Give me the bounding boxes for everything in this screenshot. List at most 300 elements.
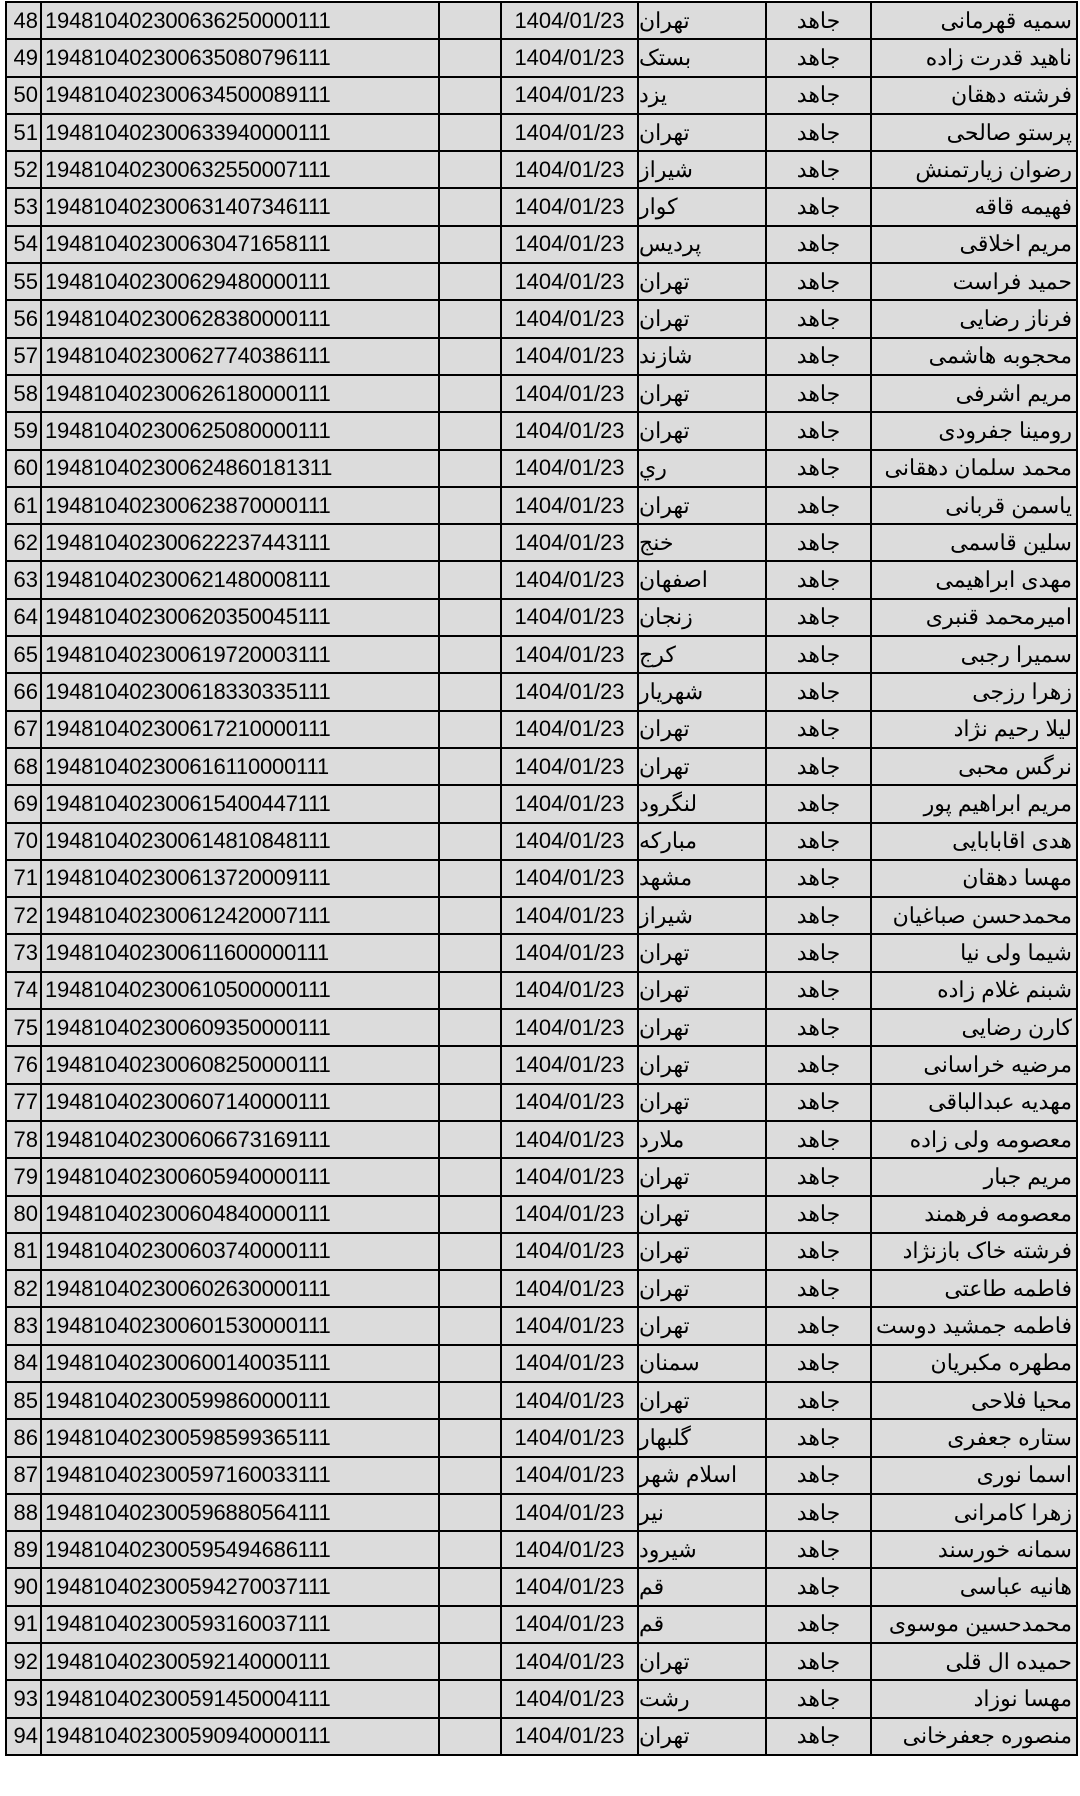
city-cell: تهران (639, 3, 767, 38)
name-cell: مهسا نوزاد (872, 1681, 1078, 1716)
name-cell: محجوبه هاشمی (872, 339, 1078, 374)
table-row (7, 1458, 1078, 1495)
row-number: 84 (7, 1346, 42, 1381)
table-row (7, 1085, 1078, 1122)
row-number: 49 (7, 40, 42, 75)
city-cell: تهران (639, 1085, 767, 1120)
blank-cell (440, 1681, 500, 1716)
name-cell: شیما ولی نیا (872, 935, 1078, 970)
name-cell: مریم ابراهیم پور (872, 786, 1078, 821)
city-cell: تهران (639, 264, 767, 299)
row-number: 60 (7, 451, 42, 486)
row-number: 81 (7, 1234, 42, 1269)
blank-cell (440, 600, 500, 635)
city-cell: شیراز (639, 152, 767, 187)
row-number: 50 (7, 78, 42, 113)
blank-cell (440, 78, 500, 113)
blank-cell (440, 786, 500, 821)
name-cell: محمدحسن صباغیان (872, 898, 1078, 933)
city-cell: تهران (639, 301, 767, 336)
row-number: 86 (7, 1420, 42, 1455)
table-row (7, 824, 1078, 861)
date-cell: 1404/01/23 (500, 898, 639, 933)
tracking-code: 194810402300617210000111 (42, 712, 440, 747)
date-cell: 1404/01/23 (500, 1719, 639, 1754)
organization-cell: جاهد (767, 600, 872, 635)
blank-cell (440, 1383, 500, 1418)
blank-cell (440, 525, 500, 560)
tracking-code: 194810402300603740000111 (42, 1234, 440, 1269)
city-cell: نیر (639, 1495, 767, 1530)
tracking-code: 194810402300621480008111 (42, 562, 440, 597)
city-cell: کوار (639, 189, 767, 224)
table-row (7, 935, 1078, 972)
table-row (7, 1569, 1078, 1606)
tracking-code: 194810402300636250000111 (42, 3, 440, 38)
tracking-code: 194810402300626180000111 (42, 376, 440, 411)
name-cell: مهسا دهقان (872, 861, 1078, 896)
organization-cell: جاهد (767, 935, 872, 970)
organization-cell: جاهد (767, 1719, 872, 1754)
organization-cell: جاهد (767, 1122, 872, 1157)
tracking-code: 194810402300591450004111 (42, 1681, 440, 1716)
date-cell: 1404/01/23 (500, 1346, 639, 1381)
table-row (7, 1159, 1078, 1196)
blank-cell (440, 264, 500, 299)
organization-cell: جاهد (767, 712, 872, 747)
city-cell: ري (639, 451, 767, 486)
date-cell: 1404/01/23 (500, 712, 639, 747)
table-row (7, 413, 1078, 450)
tracking-code: 194810402300606673169111 (42, 1122, 440, 1157)
city-cell: قم (639, 1607, 767, 1642)
table-row (7, 1122, 1078, 1159)
name-cell: مریم جبار (872, 1159, 1078, 1194)
blank-cell (440, 1308, 500, 1343)
blank-cell (440, 1122, 500, 1157)
blank-cell (440, 562, 500, 597)
organization-cell: جاهد (767, 1271, 872, 1306)
date-cell: 1404/01/23 (500, 376, 639, 411)
row-number: 65 (7, 637, 42, 672)
table-row (7, 40, 1078, 77)
row-number: 87 (7, 1458, 42, 1493)
blank-cell (440, 1271, 500, 1306)
date-cell: 1404/01/23 (500, 115, 639, 150)
date-cell: 1404/01/23 (500, 3, 639, 38)
tracking-code: 194810402300599860000111 (42, 1383, 440, 1418)
row-number: 72 (7, 898, 42, 933)
row-number: 71 (7, 861, 42, 896)
organization-cell: جاهد (767, 749, 872, 784)
organization-cell: جاهد (767, 637, 872, 672)
name-cell: سمیه قهرمانی (872, 3, 1078, 38)
name-cell: حمید فراست (872, 264, 1078, 299)
table-row (7, 301, 1078, 338)
city-cell: لنگرود (639, 786, 767, 821)
tracking-code: 194810402300608250000111 (42, 1047, 440, 1082)
date-cell: 1404/01/23 (500, 189, 639, 224)
city-cell: شهریار (639, 674, 767, 709)
tracking-code: 194810402300597160033111 (42, 1458, 440, 1493)
row-number: 63 (7, 562, 42, 597)
name-cell: فرناز رضایی (872, 301, 1078, 336)
city-cell: ملارد (639, 1122, 767, 1157)
organization-cell: جاهد (767, 3, 872, 38)
tracking-code: 194810402300620350045111 (42, 600, 440, 635)
name-cell: منصوره جعفرخانی (872, 1719, 1078, 1754)
date-cell: 1404/01/23 (500, 40, 639, 75)
city-cell: اسلام شهر (639, 1458, 767, 1493)
tracking-code: 194810402300607140000111 (42, 1085, 440, 1120)
tracking-code: 194810402300618330335111 (42, 674, 440, 709)
blank-cell (440, 1197, 500, 1232)
row-number: 79 (7, 1159, 42, 1194)
tracking-code: 194810402300615400447111 (42, 786, 440, 821)
city-cell: خنج (639, 525, 767, 560)
table-row (7, 115, 1078, 152)
organization-cell: جاهد (767, 1197, 872, 1232)
name-cell: سمانه خورسند (872, 1532, 1078, 1567)
date-cell: 1404/01/23 (500, 1010, 639, 1045)
table-row (7, 1308, 1078, 1345)
table-row (7, 78, 1078, 115)
blank-cell (440, 1569, 500, 1604)
date-cell: 1404/01/23 (500, 1047, 639, 1082)
name-cell: زهرا رزجی (872, 674, 1078, 709)
blank-cell (440, 152, 500, 187)
blank-cell (440, 1719, 500, 1754)
tracking-code: 194810402300604840000111 (42, 1197, 440, 1232)
date-cell: 1404/01/23 (500, 227, 639, 262)
date-cell: 1404/01/23 (500, 488, 639, 523)
name-cell: مریم اخلاقی (872, 227, 1078, 262)
table-row (7, 1532, 1078, 1569)
date-cell: 1404/01/23 (500, 1159, 639, 1194)
blank-cell (440, 1346, 500, 1381)
organization-cell: جاهد (767, 674, 872, 709)
tracking-code: 194810402300610500000111 (42, 973, 440, 1008)
city-cell: تهران (639, 115, 767, 150)
city-cell: کرج (639, 637, 767, 672)
row-number: 80 (7, 1197, 42, 1232)
city-cell: تهران (639, 413, 767, 448)
row-number: 59 (7, 413, 42, 448)
name-cell: ستاره جعفری (872, 1420, 1078, 1455)
blank-cell (440, 1159, 500, 1194)
row-number: 57 (7, 339, 42, 374)
blank-cell (440, 1495, 500, 1530)
tracking-code: 194810402300616110000111 (42, 749, 440, 784)
blank-cell (440, 339, 500, 374)
date-cell: 1404/01/23 (500, 1607, 639, 1642)
date-cell: 1404/01/23 (500, 1197, 639, 1232)
row-number: 85 (7, 1383, 42, 1418)
table-row (7, 1346, 1078, 1383)
organization-cell: جاهد (767, 786, 872, 821)
organization-cell: جاهد (767, 1644, 872, 1679)
city-cell: سمنان (639, 1346, 767, 1381)
name-cell: مرضیه خراسانی (872, 1047, 1078, 1082)
table-row (7, 1644, 1078, 1681)
date-cell: 1404/01/23 (500, 1308, 639, 1343)
table-row (7, 1420, 1078, 1457)
organization-cell: جاهد (767, 488, 872, 523)
tracking-code: 194810402300634500089111 (42, 78, 440, 113)
city-cell: گلبهار (639, 1420, 767, 1455)
name-cell: لیلا رحیم نژاد (872, 712, 1078, 747)
name-cell: مهدی ابراهیمی (872, 562, 1078, 597)
date-cell: 1404/01/23 (500, 1420, 639, 1455)
organization-cell: جاهد (767, 189, 872, 224)
table-row (7, 488, 1078, 525)
date-cell: 1404/01/23 (500, 525, 639, 560)
tracking-code: 194810402300630471658111 (42, 227, 440, 262)
tracking-code: 194810402300622237443111 (42, 525, 440, 560)
tracking-code: 194810402300601530000111 (42, 1308, 440, 1343)
table-row (7, 227, 1078, 264)
tracking-code: 194810402300612420007111 (42, 898, 440, 933)
blank-cell (440, 189, 500, 224)
table-row (7, 1010, 1078, 1047)
organization-cell: جاهد (767, 1234, 872, 1269)
row-number: 77 (7, 1085, 42, 1120)
table-row (7, 600, 1078, 637)
blank-cell (440, 1085, 500, 1120)
city-cell: اصفهان (639, 562, 767, 597)
blank-cell (440, 1010, 500, 1045)
tracking-code: 194810402300633940000111 (42, 115, 440, 150)
name-cell: حمیده ال قلی (872, 1644, 1078, 1679)
blank-cell (440, 227, 500, 262)
table-row (7, 1607, 1078, 1644)
date-cell: 1404/01/23 (500, 1458, 639, 1493)
city-cell: تهران (639, 1383, 767, 1418)
blank-cell (440, 40, 500, 75)
table-row (7, 189, 1078, 226)
tracking-code: 194810402300628380000111 (42, 301, 440, 336)
organization-cell: جاهد (767, 1681, 872, 1716)
city-cell: تهران (639, 376, 767, 411)
name-cell: محیا فلاحی (872, 1383, 1078, 1418)
blank-cell (440, 712, 500, 747)
table-row (7, 264, 1078, 301)
city-cell: قم (639, 1569, 767, 1604)
city-cell: تهران (639, 488, 767, 523)
date-cell: 1404/01/23 (500, 1644, 639, 1679)
name-cell: هدی اقابابایی (872, 824, 1078, 859)
blank-cell (440, 3, 500, 38)
name-cell: زهرا کامرانی (872, 1495, 1078, 1530)
blank-cell (440, 451, 500, 486)
name-cell: معصومه ولی زاده (872, 1122, 1078, 1157)
tracking-code: 194810402300619720003111 (42, 637, 440, 672)
table-row (7, 1047, 1078, 1084)
row-number: 88 (7, 1495, 42, 1530)
row-number: 53 (7, 189, 42, 224)
blank-cell (440, 413, 500, 448)
organization-cell: جاهد (767, 525, 872, 560)
tracking-code: 194810402300624860181311 (42, 451, 440, 486)
name-cell: پرستو صالحی (872, 115, 1078, 150)
date-cell: 1404/01/23 (500, 861, 639, 896)
organization-cell: جاهد (767, 339, 872, 374)
city-cell: تهران (639, 1308, 767, 1343)
table-row (7, 1197, 1078, 1234)
organization-cell: جاهد (767, 1495, 872, 1530)
tracking-code: 194810402300631407346111 (42, 189, 440, 224)
city-cell: یزد (639, 78, 767, 113)
city-cell: تهران (639, 1234, 767, 1269)
row-number: 61 (7, 488, 42, 523)
date-cell: 1404/01/23 (500, 973, 639, 1008)
date-cell: 1404/01/23 (500, 1271, 639, 1306)
tracking-code: 194810402300629480000111 (42, 264, 440, 299)
name-cell: رضوان زیارتمنش (872, 152, 1078, 187)
name-cell: مهدیه عبدالباقی (872, 1085, 1078, 1120)
name-cell: فرشته خاک بازنژاد (872, 1234, 1078, 1269)
date-cell: 1404/01/23 (500, 674, 639, 709)
row-number: 75 (7, 1010, 42, 1045)
blank-cell (440, 674, 500, 709)
organization-cell: جاهد (767, 1308, 872, 1343)
blank-cell (440, 861, 500, 896)
name-cell: محمدحسین موسوی (872, 1607, 1078, 1642)
tracking-code: 194810402300602630000111 (42, 1271, 440, 1306)
table-row (7, 562, 1078, 599)
date-cell: 1404/01/23 (500, 152, 639, 187)
organization-cell: جاهد (767, 1420, 872, 1455)
table-row (7, 451, 1078, 488)
table-row (7, 1681, 1078, 1718)
date-cell: 1404/01/23 (500, 1234, 639, 1269)
name-cell: ناهید قدرت زاده (872, 40, 1078, 75)
organization-cell: جاهد (767, 1532, 872, 1567)
city-cell: مبارکه (639, 824, 767, 859)
date-cell: 1404/01/23 (500, 339, 639, 374)
blank-cell (440, 1644, 500, 1679)
organization-cell: جاهد (767, 152, 872, 187)
blank-cell (440, 1234, 500, 1269)
blank-cell (440, 301, 500, 336)
row-number: 68 (7, 749, 42, 784)
organization-cell: جاهد (767, 264, 872, 299)
organization-cell: جاهد (767, 1010, 872, 1045)
organization-cell: جاهد (767, 413, 872, 448)
name-cell: فاطمه طاعتی (872, 1271, 1078, 1306)
tracking-code: 194810402300627740386111 (42, 339, 440, 374)
name-cell: نرگس محبی (872, 749, 1078, 784)
city-cell: تهران (639, 1271, 767, 1306)
table-row (7, 376, 1078, 413)
tracking-code: 194810402300609350000111 (42, 1010, 440, 1045)
name-cell: معصومه فرهمند (872, 1197, 1078, 1232)
tracking-code: 194810402300605940000111 (42, 1159, 440, 1194)
tracking-code: 194810402300632550007111 (42, 152, 440, 187)
table-row (7, 1234, 1078, 1271)
blank-cell (440, 1458, 500, 1493)
tracking-code: 194810402300623870000111 (42, 488, 440, 523)
row-number: 55 (7, 264, 42, 299)
row-number: 73 (7, 935, 42, 970)
row-number: 93 (7, 1681, 42, 1716)
date-cell: 1404/01/23 (500, 786, 639, 821)
organization-cell: جاهد (767, 1458, 872, 1493)
organization-cell: جاهد (767, 376, 872, 411)
city-cell: تهران (639, 1644, 767, 1679)
table-row (7, 861, 1078, 898)
city-cell: شازند (639, 339, 767, 374)
row-number: 82 (7, 1271, 42, 1306)
tracking-code: 194810402300598599365111 (42, 1420, 440, 1455)
row-number: 67 (7, 712, 42, 747)
name-cell: امیرمحمد قنبری (872, 600, 1078, 635)
organization-cell: جاهد (767, 1047, 872, 1082)
row-number: 92 (7, 1644, 42, 1679)
table-row (7, 1383, 1078, 1420)
organization-cell: جاهد (767, 227, 872, 262)
row-number: 74 (7, 973, 42, 1008)
organization-cell: جاهد (767, 973, 872, 1008)
blank-cell (440, 1047, 500, 1082)
name-cell: فرشته دهقان (872, 78, 1078, 113)
name-cell: فهیمه قاقه (872, 189, 1078, 224)
name-cell: مریم اشرفی (872, 376, 1078, 411)
city-cell: تهران (639, 1010, 767, 1045)
name-cell: شبنم غلام زاده (872, 973, 1078, 1008)
name-cell: رومینا جفرودی (872, 413, 1078, 448)
blank-cell (440, 749, 500, 784)
organization-cell: جاهد (767, 1569, 872, 1604)
date-cell: 1404/01/23 (500, 1495, 639, 1530)
date-cell: 1404/01/23 (500, 1532, 639, 1567)
blank-cell (440, 376, 500, 411)
city-cell: تهران (639, 973, 767, 1008)
date-cell: 1404/01/23 (500, 1569, 639, 1604)
tracking-code: 194810402300635080796111 (42, 40, 440, 75)
blank-cell (440, 824, 500, 859)
organization-cell: جاهد (767, 78, 872, 113)
blank-cell (440, 488, 500, 523)
tracking-code: 194810402300594270037111 (42, 1569, 440, 1604)
date-cell: 1404/01/23 (500, 301, 639, 336)
name-cell: فاطمه جمشید دوست (872, 1308, 1078, 1343)
city-cell: شیراز (639, 898, 767, 933)
row-number: 66 (7, 674, 42, 709)
organization-cell: جاهد (767, 898, 872, 933)
date-cell: 1404/01/23 (500, 78, 639, 113)
table-row (7, 749, 1078, 786)
table-row (7, 898, 1078, 935)
city-cell: شیرود (639, 1532, 767, 1567)
row-number: 90 (7, 1569, 42, 1604)
organization-cell: جاهد (767, 451, 872, 486)
organization-cell: جاهد (767, 301, 872, 336)
tracking-code: 194810402300614810848111 (42, 824, 440, 859)
table-row (7, 786, 1078, 823)
row-number: 76 (7, 1047, 42, 1082)
row-number: 52 (7, 152, 42, 187)
tracking-code: 194810402300596880564111 (42, 1495, 440, 1530)
row-number: 54 (7, 227, 42, 262)
city-cell: مشهد (639, 861, 767, 896)
row-number: 62 (7, 525, 42, 560)
name-cell: محمد سلمان دهقانی (872, 451, 1078, 486)
blank-cell (440, 637, 500, 672)
name-cell: اسما نوری (872, 1458, 1078, 1493)
row-number: 56 (7, 301, 42, 336)
tracking-code: 194810402300590940000111 (42, 1719, 440, 1754)
